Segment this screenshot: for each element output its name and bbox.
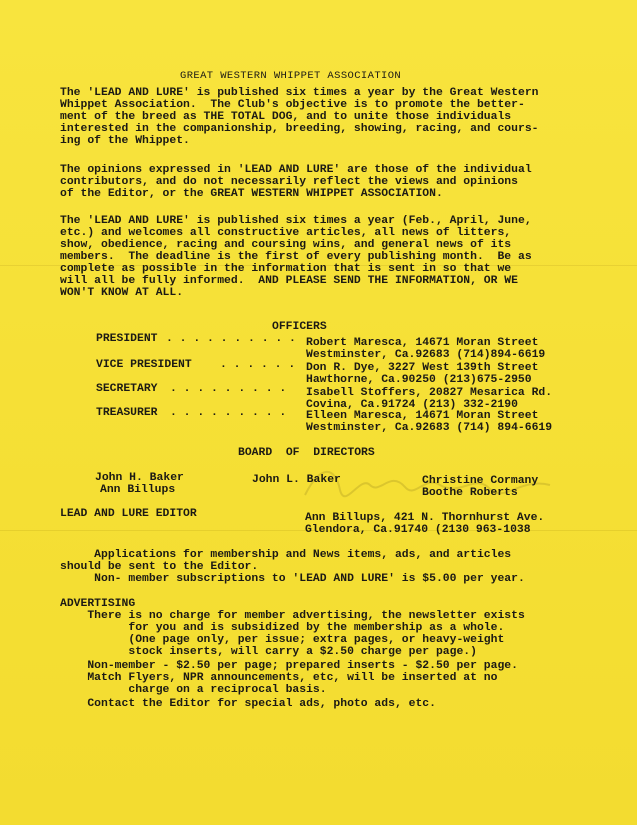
- disclaimer-line: contributors, and do not necessarily reflect the views and opinions: [60, 176, 518, 188]
- advertising-line: Contact the Editor for special ads, photo ads, etc.: [60, 698, 436, 710]
- publishing-line: members. The deadline is the first of every publishing month. Be as: [60, 251, 532, 263]
- editor-address: Ann Billups, 421 N. Thornhurst Ave.: [305, 512, 545, 524]
- board-heading: BOARD OF DIRECTORS: [238, 447, 375, 459]
- officer-address: Hawthorne, Ca.90250 (213)675-2950: [306, 374, 532, 386]
- applications-line: should be sent to the Editor.: [60, 561, 259, 573]
- officer-address: Elleen Maresca, 14671 Moran Street: [306, 410, 539, 422]
- advertising-line: There is no charge for member advertising, the newsletter exists: [60, 610, 525, 622]
- advertising-line: (One page only, per issue; extra pages, or heavy-weight: [60, 634, 505, 646]
- intro-line: interested in the companionship, breeding, showing, racing, and cours-: [60, 123, 539, 135]
- officer-address: Covina, Ca.91724 (213) 332-2190: [306, 399, 518, 411]
- advertising-line: stock inserts, will carry a $2.50 charge per page.): [60, 646, 477, 658]
- advertising-heading: ADVERTISING: [60, 598, 136, 610]
- intro-line: ing of the Whippet.: [60, 135, 190, 147]
- officers-heading: OFFICERS: [272, 321, 327, 333]
- publishing-line: etc.) and welcomes all constructive articles, all news of litters,: [60, 227, 512, 239]
- officer-dots: . . . . . .: [220, 359, 296, 371]
- applications-line: Non- member subscriptions to 'LEAD AND LURE' is $5.00 per year.: [60, 573, 525, 585]
- editor-address: Glendora, Ca.91740 (2130 963-1038: [305, 524, 531, 536]
- disclaimer-line: The opinions expressed in 'LEAD AND LURE' are those of the individual: [60, 164, 532, 176]
- officer-address: Westminster, Ca.92683 (714) 894-6619: [306, 422, 553, 434]
- officer-address: Westminster, Ca.92683 (714)894-6619: [306, 349, 546, 361]
- officer-role: TREASURER: [96, 407, 158, 419]
- officer-dots: . . . . . . . . .: [170, 383, 287, 395]
- officer-address: Isabell Stoffers, 20827 Mesarica Rd.: [306, 387, 553, 399]
- director-name: Ann Billups: [100, 484, 176, 496]
- disclaimer-line: of the Editor, or the GREAT WESTERN WHIPPET ASSOCIATION.: [60, 188, 443, 200]
- publishing-line: complete as possible in the information that is sent in so that we: [60, 263, 512, 275]
- advertising-line: Match Flyers, NPR announcements, etc, will be inserted at no: [60, 672, 498, 684]
- intro-line: ment of the breed as THE TOTAL DOG, and to unite those individuals: [60, 111, 512, 123]
- editor-label: LEAD AND LURE EDITOR: [60, 508, 197, 520]
- director-name: John H. Baker: [95, 472, 184, 484]
- intro-line: Whippet Association. The Club's objective is to promote the better-: [60, 99, 525, 111]
- director-name: Christine Cormany: [422, 475, 539, 487]
- publishing-line: The 'LEAD AND LURE' is published six times a year (Feb., April, June,: [60, 215, 532, 227]
- officer-dots: . . . . . . . . . .: [166, 333, 296, 345]
- page-title: GREAT WESTERN WHIPPET ASSOCIATION: [180, 70, 402, 82]
- applications-line: Applications for membership and News items, ads, and articles: [60, 549, 512, 561]
- director-name: Boothe Roberts: [422, 487, 518, 499]
- advertising-line: charge on a reciprocal basis.: [60, 684, 327, 696]
- officer-role: SECRETARY: [96, 383, 158, 395]
- publishing-line: show, obedience, racing and coursing wins, and general news of its: [60, 239, 512, 251]
- publishing-line: WON'T KNOW AT ALL.: [60, 287, 184, 299]
- intro-line: The 'LEAD AND LURE' is published six times a year by the Great Western: [60, 87, 539, 99]
- officer-address: Robert Maresca, 14671 Moran Street: [306, 337, 539, 349]
- advertising-line: for you and is subsidized by the membership as a whole.: [60, 622, 505, 634]
- officer-dots: . . . . . . . . .: [170, 407, 287, 419]
- advertising-line: Non-member - $2.50 per page; prepared inserts - $2.50 per page.: [60, 660, 518, 672]
- officer-address: Don R. Dye, 3227 West 139th Street: [306, 362, 539, 374]
- publishing-line: will all be fully informed. AND PLEASE SEND THE INFORMATION, OR WE: [60, 275, 518, 287]
- officer-role: VICE PRESIDENT: [96, 359, 192, 371]
- director-name: John L. Baker: [252, 474, 341, 486]
- officer-role: PRESIDENT: [96, 333, 158, 345]
